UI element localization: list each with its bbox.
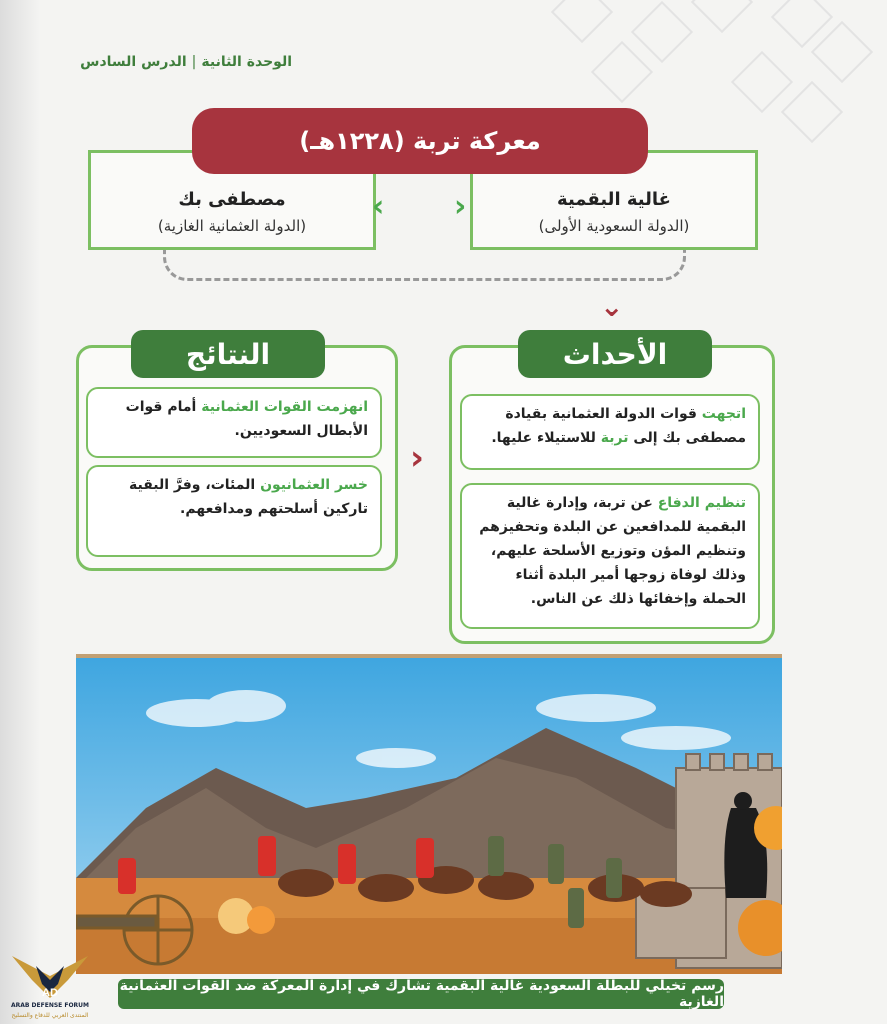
decor-square bbox=[591, 41, 653, 103]
decor-square bbox=[551, 0, 613, 43]
chevron-left-icon: ‹ bbox=[454, 189, 467, 224]
result-text: أمام قوات الأبطال السعوديين. bbox=[125, 399, 368, 439]
event-text: للاستيلاء عليها. bbox=[491, 430, 601, 446]
event-keyword: اتجهت bbox=[701, 406, 746, 422]
decor-square bbox=[731, 51, 793, 113]
battle-illustration bbox=[76, 654, 782, 974]
page-binding-shadow bbox=[0, 0, 40, 1024]
decor-square bbox=[691, 0, 753, 33]
result-card bbox=[86, 465, 382, 557]
event-keyword: تنظيم الدفاع bbox=[657, 495, 746, 511]
side-name-saudi: غالية البقمية bbox=[557, 189, 671, 210]
chevron-right-icon: › bbox=[372, 189, 385, 224]
breadcrumb bbox=[80, 54, 292, 70]
battle-scene-image bbox=[76, 658, 782, 974]
result-text: المئات، وفرَّ البقية تاركين أسلحتهم ومدافعهم. bbox=[129, 477, 368, 517]
events-heading: الأحداث bbox=[518, 330, 712, 378]
event-card bbox=[460, 394, 760, 470]
result-card bbox=[86, 387, 382, 458]
result-keyword: خسر العثمانيون bbox=[260, 477, 368, 493]
side-state-saudi: (الدولة السعودية الأولى) bbox=[538, 217, 690, 235]
battle-title: معركة تربة (١٢٢٨هـ) bbox=[192, 108, 648, 174]
event-text: عن تربة، وإدارة غالية البقمية للمدافعين عن البلدة وتحفيزهم وتنظيم المؤن وتوزيع الأسلحة عليهم، وذلك لوفاة زوجها أمير البلدة أثناء الحملة وإخفائها ذلك عن الناس. bbox=[479, 495, 746, 607]
breadcrumb-separator: | bbox=[191, 54, 197, 70]
watermark-logo bbox=[6, 950, 94, 1024]
decor-square bbox=[631, 1, 693, 63]
logo-monogram: AD bbox=[42, 987, 58, 999]
chevron-left-icon: ‹ bbox=[410, 438, 425, 478]
watermark-name-en: ARAB DEFENSE FORUM bbox=[10, 1002, 90, 1009]
chevron-down-icon: ⌄ bbox=[600, 290, 624, 323]
illustration-caption: رسم تخيلي للبطلة السعودية غالية البقمية تشارك في إدارة المعركة ضد القوات العثمانية الغازية bbox=[119, 978, 724, 1010]
breadcrumb-lesson: الدرس السادس bbox=[80, 54, 187, 70]
eagle-icon bbox=[6, 950, 94, 1002]
event-card bbox=[460, 483, 760, 629]
decor-square bbox=[781, 81, 843, 143]
side-name-ottoman: مصطفى بك bbox=[178, 189, 286, 210]
event-text: قوات الدولة العثمانية بقيادة مصطفى بك إلى bbox=[505, 406, 746, 446]
watermark-name-ar: المنتدى العربي للدفاع والتسليح bbox=[11, 1012, 89, 1019]
results-heading: النتائج bbox=[131, 330, 325, 378]
event-keyword: تربة bbox=[600, 430, 629, 446]
breadcrumb-unit: الوحدة الثانية bbox=[201, 54, 292, 70]
side-state-ottoman: (الدولة العثمانية الغازية) bbox=[157, 217, 307, 235]
decor-square bbox=[811, 21, 873, 83]
result-keyword: انهزمت القوات العثمانية bbox=[201, 399, 368, 415]
